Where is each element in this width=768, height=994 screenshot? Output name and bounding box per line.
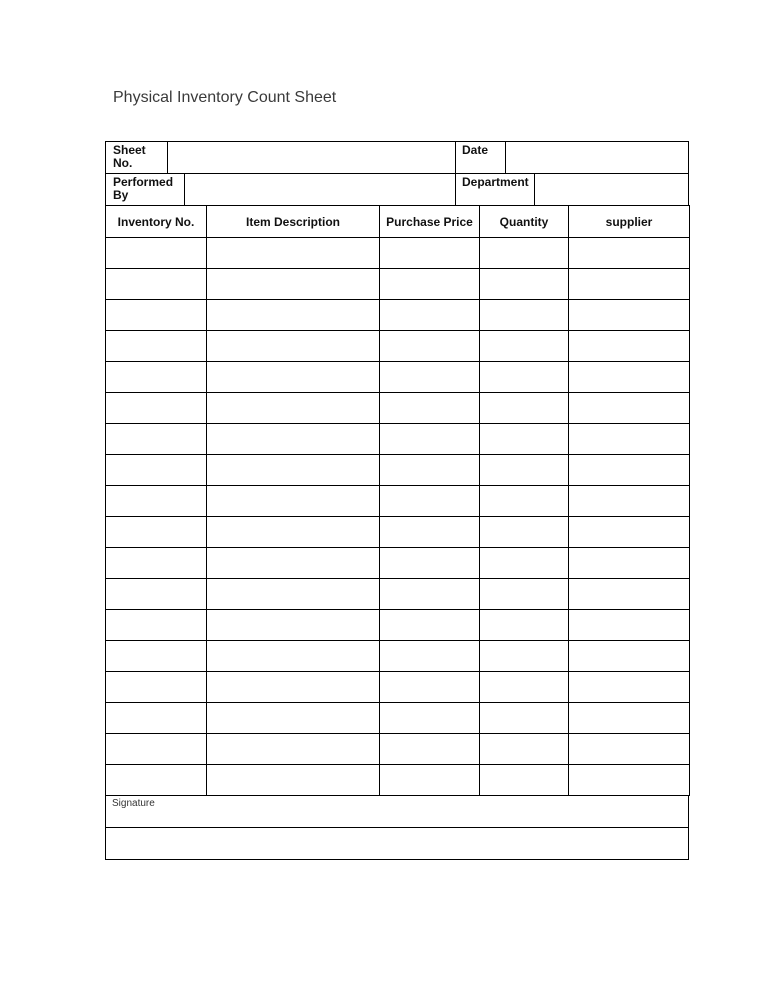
column-header-supplier: supplier <box>569 206 690 238</box>
table-cell[interactable] <box>380 703 480 734</box>
table-cell[interactable] <box>480 703 569 734</box>
table-cell[interactable] <box>106 672 207 703</box>
table-cell[interactable] <box>380 300 480 331</box>
table-cell[interactable] <box>207 331 380 362</box>
column-header-inventory-no: Inventory No. <box>106 206 207 238</box>
table-row <box>106 362 690 393</box>
table-cell[interactable] <box>207 765 380 796</box>
table-row <box>106 610 690 641</box>
table-cell[interactable] <box>207 548 380 579</box>
table-cell[interactable] <box>569 610 690 641</box>
department-label: Department <box>462 175 529 189</box>
table-cell[interactable] <box>207 486 380 517</box>
table-cell[interactable] <box>106 300 207 331</box>
performed-by-label: Performed By <box>113 175 174 202</box>
table-row <box>106 734 690 765</box>
table-cell[interactable] <box>569 641 690 672</box>
table-cell[interactable] <box>380 610 480 641</box>
table-cell[interactable] <box>480 765 569 796</box>
table-cell[interactable] <box>569 765 690 796</box>
table-cell[interactable] <box>380 455 480 486</box>
table-cell[interactable] <box>106 331 207 362</box>
table-row <box>106 455 690 486</box>
table-cell[interactable] <box>106 579 207 610</box>
table-cell[interactable] <box>207 610 380 641</box>
table-row <box>106 548 690 579</box>
inventory-sheet <box>105 141 689 860</box>
sheet-no-field[interactable] <box>168 142 455 173</box>
table-cell[interactable] <box>380 548 480 579</box>
table-row <box>106 269 690 300</box>
table-cell[interactable] <box>569 672 690 703</box>
date-label: Date <box>462 143 489 157</box>
table-cell[interactable] <box>480 455 569 486</box>
table-cell[interactable] <box>569 393 690 424</box>
table-cell[interactable] <box>207 734 380 765</box>
sheet-no-label: Sheet No. <box>113 143 146 170</box>
table-row <box>106 517 690 548</box>
table-cell[interactable] <box>106 393 207 424</box>
table-cell[interactable] <box>480 424 569 455</box>
table-cell[interactable] <box>207 579 380 610</box>
inventory-table <box>105 205 690 796</box>
table-cell[interactable] <box>569 269 690 300</box>
table-cell[interactable] <box>480 672 569 703</box>
table-cell[interactable] <box>106 610 207 641</box>
table-cell[interactable] <box>569 517 690 548</box>
header-row-sheet-date <box>105 141 689 173</box>
table-cell[interactable] <box>106 269 207 300</box>
table-cell[interactable] <box>380 393 480 424</box>
table-cell[interactable] <box>480 579 569 610</box>
table-row <box>106 765 690 796</box>
table-cell[interactable] <box>569 703 690 734</box>
table-cell[interactable] <box>207 703 380 734</box>
table-cell[interactable] <box>106 238 207 269</box>
table-cell[interactable] <box>569 300 690 331</box>
table-cell[interactable] <box>106 517 207 548</box>
signature-label: Signature <box>105 796 689 828</box>
table-cell[interactable] <box>106 424 207 455</box>
table-cell[interactable] <box>106 641 207 672</box>
table-cell[interactable] <box>480 486 569 517</box>
department-field[interactable] <box>534 174 688 205</box>
table-cell[interactable] <box>207 424 380 455</box>
table-cell[interactable] <box>207 269 380 300</box>
table-row <box>106 238 690 269</box>
table-cell[interactable] <box>569 548 690 579</box>
table-cell[interactable] <box>569 734 690 765</box>
column-header-item-description: Item Description <box>207 206 380 238</box>
table-cell[interactable] <box>380 579 480 610</box>
table-cell[interactable] <box>380 238 480 269</box>
table-cell[interactable] <box>380 424 480 455</box>
table-header-row <box>106 206 690 238</box>
table-cell[interactable] <box>207 362 380 393</box>
table-row <box>106 331 690 362</box>
table-row <box>106 672 690 703</box>
table-cell[interactable] <box>569 424 690 455</box>
column-header-quantity: Quantity <box>480 206 569 238</box>
table-cell[interactable] <box>480 610 569 641</box>
table-cell[interactable] <box>207 517 380 548</box>
header-row-performed-department <box>105 173 689 205</box>
table-row <box>106 641 690 672</box>
table-cell[interactable] <box>207 300 380 331</box>
table-cell[interactable] <box>380 486 480 517</box>
table-cell[interactable] <box>207 672 380 703</box>
table-cell[interactable] <box>569 238 690 269</box>
table-cell[interactable] <box>569 362 690 393</box>
table-cell[interactable] <box>569 579 690 610</box>
table-cell[interactable] <box>380 734 480 765</box>
table-cell[interactable] <box>207 641 380 672</box>
table-cell[interactable] <box>480 393 569 424</box>
table-cell[interactable] <box>106 734 207 765</box>
table-cell[interactable] <box>106 486 207 517</box>
table-cell[interactable] <box>569 486 690 517</box>
table-cell[interactable] <box>106 548 207 579</box>
table-row <box>106 300 690 331</box>
column-header-purchase-price: Purchase Price <box>380 206 480 238</box>
table-cell[interactable] <box>380 362 480 393</box>
table-row <box>106 424 690 455</box>
table-cell[interactable] <box>106 455 207 486</box>
table-cell[interactable] <box>480 517 569 548</box>
table-cell[interactable] <box>106 362 207 393</box>
table-cell[interactable] <box>480 641 569 672</box>
date-field[interactable] <box>505 142 688 173</box>
table-row <box>106 486 690 517</box>
table-cell[interactable] <box>380 765 480 796</box>
table-cell[interactable] <box>480 238 569 269</box>
table-cell[interactable] <box>207 393 380 424</box>
table-cell[interactable] <box>480 269 569 300</box>
table-cell[interactable] <box>480 331 569 362</box>
table-cell[interactable] <box>380 641 480 672</box>
table-cell[interactable] <box>380 331 480 362</box>
signature-field[interactable] <box>105 828 689 860</box>
page-title: Physical Inventory Count Sheet <box>113 89 337 106</box>
table-cell[interactable] <box>380 672 480 703</box>
table-row <box>106 703 690 734</box>
table-cell[interactable] <box>380 269 480 300</box>
table-row <box>106 393 690 424</box>
table-cell[interactable] <box>207 455 380 486</box>
table-row <box>106 579 690 610</box>
table-cell[interactable] <box>480 362 569 393</box>
table-cell[interactable] <box>569 331 690 362</box>
table-cell[interactable] <box>480 300 569 331</box>
table-cell[interactable] <box>569 455 690 486</box>
table-cell[interactable] <box>480 548 569 579</box>
table-cell[interactable] <box>480 734 569 765</box>
table-cell[interactable] <box>207 238 380 269</box>
performed-by-field[interactable] <box>185 174 455 205</box>
table-cell[interactable] <box>380 517 480 548</box>
table-cell[interactable] <box>106 765 207 796</box>
table-cell[interactable] <box>106 703 207 734</box>
